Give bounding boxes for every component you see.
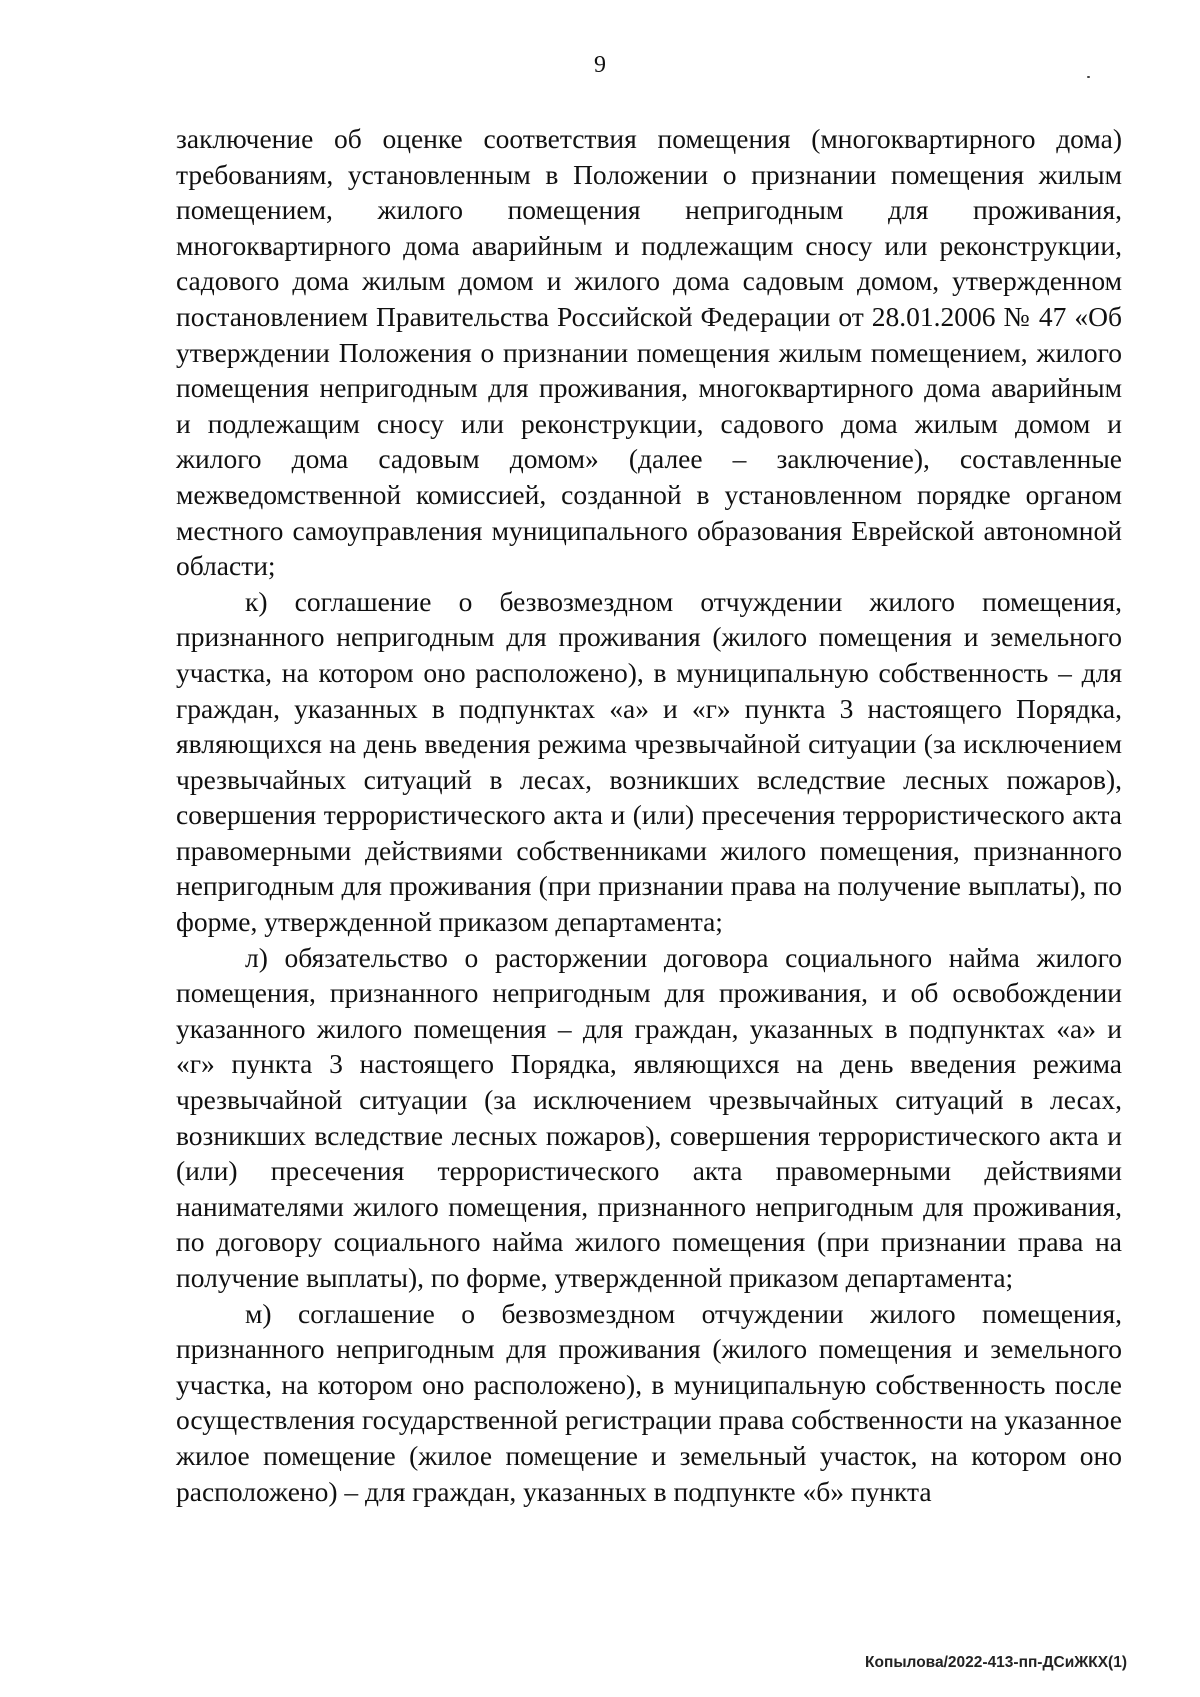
- paragraph-m: м) соглашение о безвозмездном отчуждении жилого помещения, признанного непригодным для проживания (жилого помещения и земельного участка, на котором оно расположено), в муниципальную собственность после осуществления государственной регистрации права собственности на указанное жилое помещение (жилое помещение и земельный участок, на котором оно расположено) – для граждан, указанных в подпункте «б» пункта: [176, 1297, 1122, 1507]
- paragraph-conclusion: заключение об оценке соответствия помещения (многоквартирного дома) требованиям, установленным в Положении о признании помещения жилым помещением, жилого помещения непригодным для проживания, многоквартирного дома аварийным и подлежащим сносу или реконструкции, садового дома жилым домом и жилого дома садовым домом, утвержденном постановлением Правительства Российской Федерации от 28.01.2006 № 47 «Об утверждении Положения о признании помещения жилым помещением, жилого помещения непригодным для проживания, многоквартирного дома аварийным и подлежащим сносу или реконструкции, садового дома жилым домом и жилого дома садовым домом» (далее – заключение), составленные межведомственной комиссией, созданной в установленном порядке органом местного самоуправления муниципального образования Еврейской автономной области;: [176, 123, 1122, 582]
- page-number: 9: [594, 52, 606, 78]
- paragraph-k: к) соглашение о безвозмездном отчуждении жилого помещения, признанного непригодным для проживания (жилого помещения и земельного участка, на котором оно расположено), в муниципальную собственность – для граждан, указанных в подпунктах «а» и «г» пункта 3 настоящего Порядка, являющихся на день введения режима чрезвычайной ситуации (за исключением чрезвычайных ситуаций в лесах, возникших вследствие лесных пожаров), совершения террористического акта и (или) пресечения террористического акта правомерными действиями собственниками жилого помещения, признанного непригодным для проживания (при признании права на получение выплаты), по форме, утвержденной приказом департамента;: [176, 585, 1122, 938]
- document-body: [176, 121, 1122, 1509]
- scan-speck: [1087, 76, 1090, 78]
- paragraph-l: л) обязательство о расторжении договора социального найма жилого помещения, признанного непригодным для проживания, и об освобождении указанного жилого помещения – для граждан, указанных в подпунктах «а» и «г» пункта 3 настоящего Порядка, являющихся на день введения режима чрезвычайной ситуации (за исключением чрезвычайных ситуаций в лесах, возникших вследствие лесных пожаров), совершения террористического акта и (или) пресечения террористического акта правомерными действиями нанимателями жилого помещения, признанного непригодным для проживания, по договору социального найма жилого помещения (при признании права на получение выплаты), по форме, утвержденной приказом департамента;: [176, 941, 1122, 1293]
- document-footer-code: Копылова/2022-413-пп-ДСиЖКХ(1): [865, 1654, 1127, 1671]
